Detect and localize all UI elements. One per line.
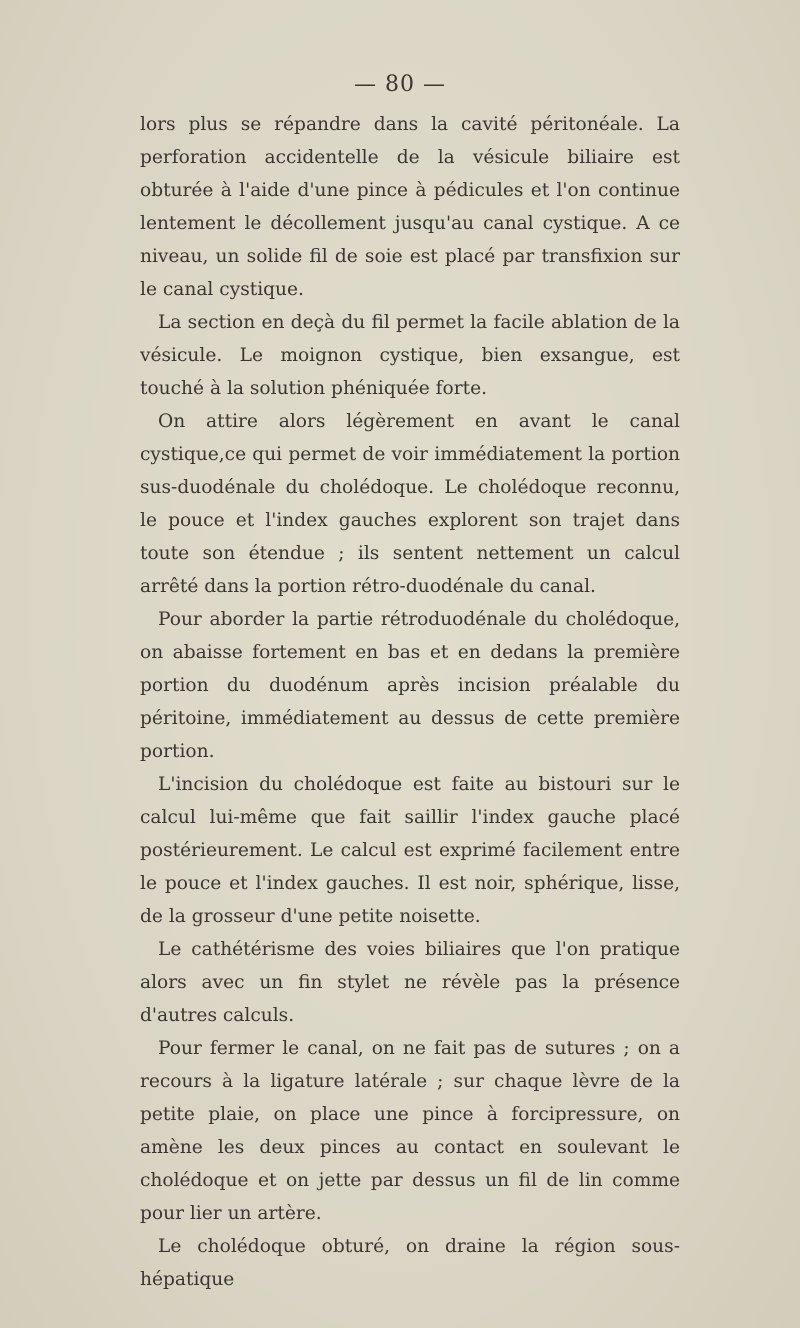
body-text bbox=[140, 108, 680, 1296]
paragraph-7: Pour fermer le canal, on ne fait pas de sutures ; on a recours à la ligature latérale ; sur chaque lèvre de la petite plaie, on place une pince à forcipressure, on amène les deux pinces au contact en soulevant le cholédoque et on jette par dessus un fil de lin comme pour lier un artère. bbox=[140, 1038, 680, 1224]
paragraph-5: L'incision du cholédoque est faite au bistouri sur le calcul lui-même que fait saillir l'index gauche placé postérieurement. Le calcul est exprimé facilement entre le pouce et l'index gauches. Il est noir, sphérique, lisse, de la grosseur d'une petite noisette. bbox=[140, 774, 680, 927]
paragraph-2: La section en deçà du fil permet la facile ablation de la vésicule. Le moignon cystique, bien exsangue, est touché à la solution phéniquée forte. bbox=[140, 312, 680, 399]
paragraph-1: lors plus se répandre dans la cavité péritonéale. La perforation accidentelle de la vésicule biliaire est obturée à l'aide d'une pince à pédicules et l'on continue lentement le décollement jusqu'au canal cystique. A ce niveau, un solide fil de soie est placé par transfixion sur le canal cystique. bbox=[140, 114, 680, 300]
paragraph-4: Pour aborder la partie rétroduodénale du cholédoque, on abaisse fortement en bas et en dedans la première portion du duodénum après incision préalable du péritoine, immédiatement au dessus de cette première portion. bbox=[140, 609, 680, 762]
page-number: — 80 — bbox=[354, 72, 446, 97]
paragraph-3: On attire alors légèrement en avant le canal cystique,ce qui permet de voir immédiatement la portion sus-duodénale du cholédoque. Le cholédoque reconnu, le pouce et l'index gauches explorent son trajet dans toute son étendue ; ils sentent nettement un calcul arrêté dans la portion rétro-duodénale du canal. bbox=[140, 411, 680, 597]
paragraph-8: Le cholédoque obturé, on draine la région sous-hépatique bbox=[140, 1236, 680, 1290]
paragraph-6: Le cathétérisme des voies biliaires que l'on pratique alors avec un fin stylet ne révèle pas la présence d'autres calculs. bbox=[140, 939, 680, 1026]
